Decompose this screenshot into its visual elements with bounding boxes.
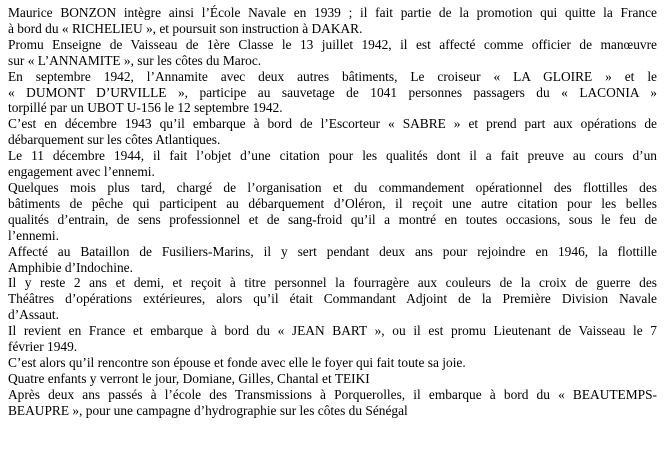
text-line: qualités d’entrain, de sens professionnel et de sang-froid qu’il a montré en toutes occasions, sous le feu de [8,211,657,227]
text-line: Le 11 décembre 1944, il fait l’objet d’une citation pour les qualités dont il a fait preuve au cours d’un [8,148,657,164]
text-line: C’est en décembre 1943 qu’il embarque à bord de l’Escorteur « SABRE » et prend part aux opérations de [8,116,657,132]
text-line: Affecté au Bataillon de Fusiliers-Marins, il y sert pendant deux ans pour rejoindre en 1946, la flottille [8,243,657,259]
text-line: engagement avec l’ennemi. [8,164,155,180]
text-line: « DUMONT D’URVILLE », participe au sauvetage de 1041 personnes passagers du « LACONIA » [8,84,657,100]
text-line: Théâtres d’opérations extérieures, alors qu’il était Commandant Adjoint de la Première Division Navale [8,291,657,307]
paragraph-beautemps-beaupre [8,387,657,419]
paragraph-laconia-rescue [8,69,657,117]
paragraph-first-citation [8,148,657,180]
text-line: d’Assaut. [8,307,59,323]
paragraph-naval-school [8,5,657,37]
text-line: Il y reste 2 ans et demi, et reçoit à titre personnel la fourragère aux couleurs de la croix de guerre des [8,275,657,291]
paragraph-marriage [8,355,657,371]
text-line: Amphibie d’Indochine. [8,259,133,275]
text-line: C’est alors qu’il rencontre son épouse et fonde avec elle le foyer qui fait toute sa joie. [8,354,466,370]
text-line: BEAUPRE », pour une campagne d’hydrographie sur les côtes du Sénégal [8,402,408,418]
text-line: sur « L’ANNAMITE », sur les côtes du Maroc. [8,52,262,68]
text-line: Quelques mois plus tard, chargé de l’organisation et du commandement opérationnel des flottilles des [8,179,657,195]
text-line: Maurice BONZON intègre ainsi l’École Navale en 1939 ; il fait partie de la promotion qui quitte la France [8,5,657,20]
paragraph-fusiliers-marins [8,244,657,276]
text-line: Quatre enfants y verront le jour, Domiane, Gilles, Chantal et TEIKI [8,370,370,386]
text-line: février 1949. [8,339,78,355]
text-line: à bord du « RICHELIEU », et poursuit son instruction à DAKAR. [8,20,363,36]
paragraph-jean-bart [8,323,657,355]
paragraph-children [8,371,657,387]
paragraph-fourragere [8,275,657,323]
text-line: Après deux ans passés à l’école des Transmissions à Porquerolles, il embarque à bord du « BEAUTEMPS- [8,386,657,402]
text-line: torpillé par un UBOT U-156 le 12 septembre 1942. [8,100,283,116]
paragraph-oleron-landing [8,180,657,244]
text-line: Il revient en France et embarque à bord du « JEAN BART », ou il est promu Lieutenant de Vaisseau le 7 [8,323,657,339]
text-line: l’ennemi. [8,227,59,243]
paragraph-sabre-escort [8,116,657,148]
text-line: débarquement sur les côtes Atlantiques. [8,132,221,148]
text-line: bâtiments de pêche qui participent au débarquement d’Oléron, il reçoit une autre citation pour les belles [8,195,657,211]
paragraph-promotion-annamite [8,37,657,69]
text-line: En septembre 1942, l’Annamite avec deux autres bâtiments, Le croiseur « LA GLOIRE » et le [8,68,657,84]
text-line: Promu Enseigne de Vaisseau de 1ère Classe le 13 juillet 1942, il est affecté comme officier de manœuvre [8,36,657,52]
